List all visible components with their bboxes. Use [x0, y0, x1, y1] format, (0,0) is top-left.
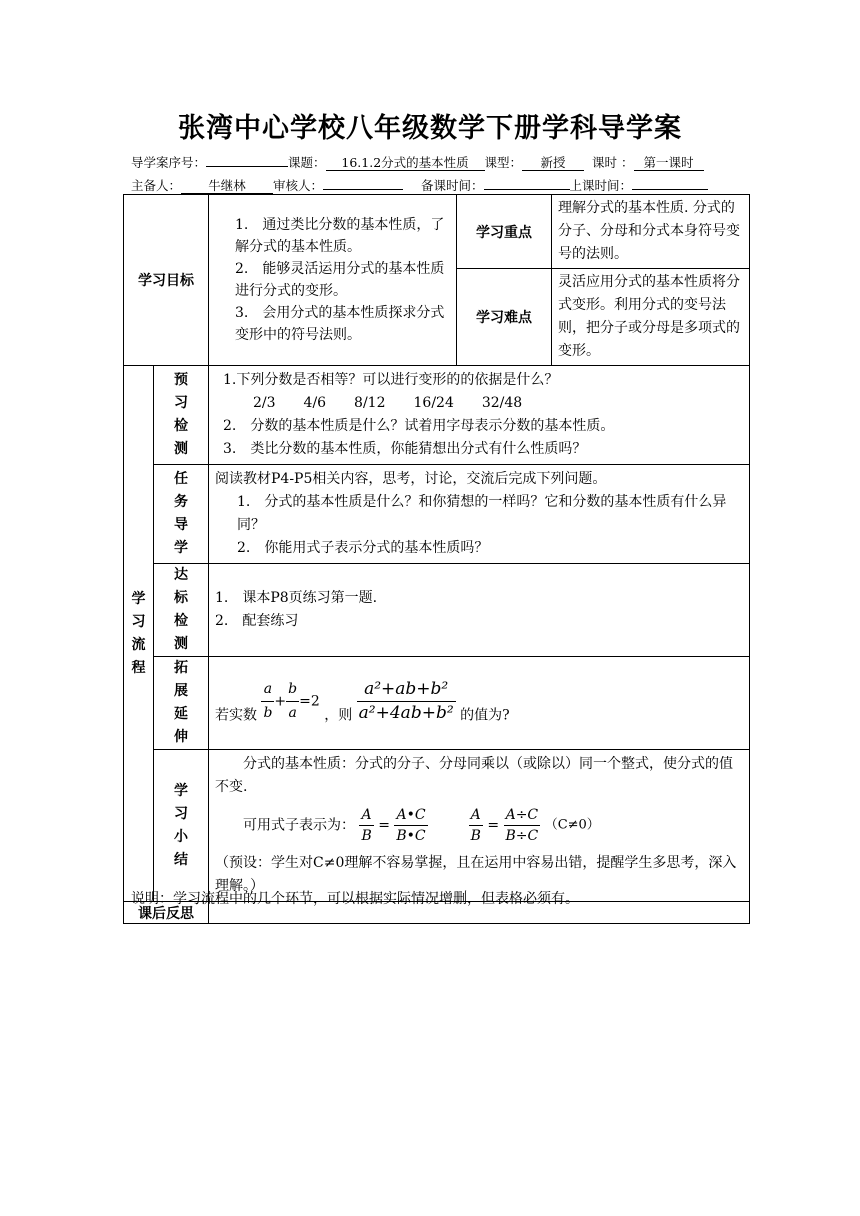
preview-content [209, 366, 750, 465]
check-label-text: 达标检测 [174, 567, 188, 652]
extend-expression [357, 678, 456, 725]
extend-middle: ，则 [324, 707, 353, 724]
expr-denominator: a²+4ab+b² [358, 703, 454, 724]
summary-formula: 可用式子表示为： $\frac{A}{B}$ = $\frac{A•C}{B•C}$ $\frac{A}{B}$ = $\frac{A\div C}{B\div C}$ （C≠0） [243, 807, 600, 844]
f1-rhs [394, 805, 427, 846]
preview-label [154, 366, 209, 465]
topic-label: 课题： [288, 155, 326, 170]
seq-field[interactable] [206, 166, 288, 167]
summary-text: 分式的基本性质：分式的分子、分母同乘以（或除以）同一个整式，使分式的值不变. [215, 756, 733, 795]
check-content [209, 564, 750, 657]
seq-label: 导学案序号： [131, 155, 207, 170]
f2-lhs-den: B [470, 828, 481, 844]
topic-field[interactable]: 16.1.2分式的基本性质 [326, 155, 485, 171]
task-label-text: 任务导学 [174, 471, 188, 556]
page-title: 张湾中心学校八年级数学下册学科导学案 [178, 113, 682, 144]
difficulty-label: 学习难点 [457, 269, 552, 366]
eq-result: =2 [299, 693, 320, 710]
goal-item: 2. 能够灵活运用分式的基本性质进行分式的变形。 [235, 261, 445, 299]
f1-lhs [359, 805, 373, 846]
formula-prefix: 可用式子表示为： [243, 817, 355, 834]
f1-lhs-den: B [361, 828, 372, 844]
f1-rhs-den: B•C [396, 828, 426, 844]
type-label: 课型： [484, 155, 523, 170]
summary-label [154, 750, 209, 902]
period-label: 课时 ： [592, 155, 634, 170]
task-content [209, 465, 750, 564]
prep-time-field[interactable] [484, 189, 570, 190]
class-time-label: 上课时间： [569, 178, 633, 193]
preview-fractions: 2/3 4/6 8/12 16/24 32/48 [253, 395, 523, 411]
check-q2: 2. 配套练习 [215, 613, 299, 629]
goal-item: 3. 会用分式的基本性质探求分式变形中的符号法则。 [235, 305, 445, 343]
task-label [154, 465, 209, 564]
f2-rhs-num: A÷C [504, 805, 541, 826]
key-point-text: 理解分式的基本性质. 分式的分子、分母和分式本身符号变号的法则。 [552, 195, 750, 269]
f1-rhs-num: A•C [394, 805, 427, 826]
preview-q2: 2. 分数的基本性质是什么？试着用字母表示分数的基本性质。 [223, 418, 615, 434]
extend-label [154, 657, 209, 750]
class-time-field[interactable] [632, 189, 708, 190]
summary-content [209, 750, 750, 902]
task-intro: 阅读教材P4-P5相关内容，思考，讨论，交流后完成下列问题。 [215, 471, 607, 487]
formula-condition: （C≠0） [544, 817, 600, 833]
check-label [154, 564, 209, 657]
eq-frac2-num: b [286, 678, 299, 702]
preview-q1: 1.下列分数是否相等？可以进行变形的的依据是什么？ [223, 372, 559, 388]
extend-label-text: 拓展延伸 [174, 660, 188, 745]
goals-label: 学习目标 [124, 195, 209, 366]
process-label-text: 学习流程 [131, 590, 146, 676]
meta-row-1 [131, 153, 704, 171]
preparer-label: 主备人： [131, 178, 182, 193]
key-point-label: 学习重点 [457, 195, 552, 269]
task-q1: 1. 分式的基本性质是什么？和你猜想的一样吗？它和分数的基本性质有什么异同？ [237, 494, 727, 533]
lesson-table [123, 194, 750, 924]
extend-content [209, 657, 750, 750]
goals-list [209, 195, 457, 366]
f2-lhs [469, 805, 483, 846]
task-q2: 2. 你能用式子表示分式的基本性质吗？ [237, 540, 489, 556]
extend-equation: $\frac{a}{b}$ + $\frac{b}{a}$ =2 [261, 678, 319, 725]
eq-frac1-den: b [263, 705, 273, 722]
footnote: 说明：学习流程中的几个环节，可以根据实际情况增删，但表格必须有。 [131, 891, 579, 907]
preview-label-text: 预习检测 [174, 372, 188, 457]
extend-suffix: 的值为? [460, 707, 510, 724]
f2-rhs [504, 805, 541, 846]
goal-item: 1. 通过类比分数的基本性质，了解分式的基本性质。 [235, 217, 445, 255]
f2-rhs-den: B÷C [505, 828, 539, 844]
f1-lhs-num: A [359, 805, 373, 826]
preparer-field[interactable]: 牛继林 [181, 178, 273, 194]
summary-note: （预设：学生对C≠0理解不容易掌握，且在运用中容易出错，提醒学生多思考，深入理解。） [215, 855, 737, 894]
reflection-label: 课后反思 [124, 902, 209, 924]
extend-prefix: 若实数 [215, 707, 257, 724]
reviewer-field[interactable] [323, 189, 403, 190]
eq-frac2-den: a [288, 705, 297, 722]
check-q1: 1. 课本P8页练习第一题. [215, 590, 378, 606]
process-label [124, 366, 154, 902]
difficulty-text: 灵活应用分式的基本性质将分式变形。利用分式的变号法则，把分子或分母是多项式的变形。 [552, 269, 750, 366]
f2-lhs-num: A [469, 805, 483, 826]
preview-q3: 3. 类比分数的基本性质，你能猜想出分式有什么性质吗？ [223, 441, 587, 457]
type-field[interactable]: 新授 [522, 155, 584, 171]
meta-row-2 [131, 176, 708, 194]
prep-time-label: 备课时间： [421, 178, 484, 193]
summary-label-text: 学习小结 [174, 782, 188, 868]
period-field[interactable]: 第一课时 [634, 155, 704, 171]
reviewer-label: 审核人： [273, 178, 324, 193]
expr-numerator: a²+ab+b² [357, 678, 456, 702]
eq-frac1-num: a [261, 678, 274, 702]
